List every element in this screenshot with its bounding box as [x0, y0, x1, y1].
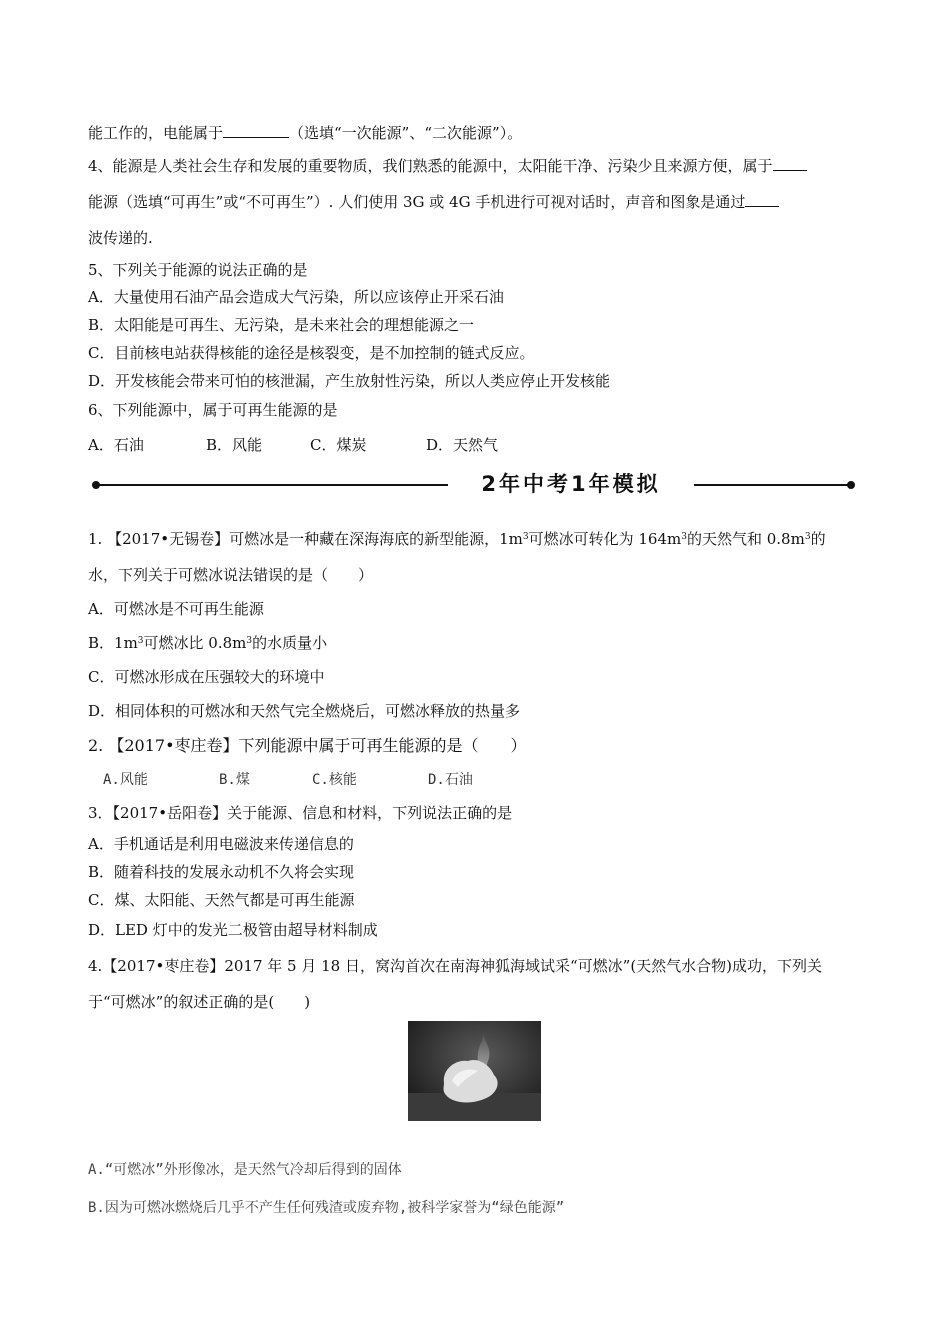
question-5-option-c: C．目前核电站获得核能的途径是核裂变，是不加控制的链式反应。 — [88, 344, 535, 362]
question-4-line-2 — [88, 192, 779, 212]
mock-question-3-option-b: B．随着科技的发展永动机不久将会实现 — [88, 863, 355, 881]
mock-question-1-option-a: A．可燃冰是不可再生能源 — [88, 600, 264, 618]
question-6-option-c: C．煤炭 — [310, 436, 367, 454]
burning-ice-photo — [408, 1021, 541, 1121]
text-line — [88, 123, 522, 143]
option-text: 的水质量小 — [252, 634, 328, 652]
question-4-line-1 — [88, 156, 807, 176]
section-title: 2年中考1年模拟 — [448, 468, 694, 500]
m1-text: 的天然气和 0.8m — [686, 530, 805, 548]
superscript: 3 — [804, 532, 811, 542]
mock-question-4-option-a: A.“可燃冰”外形像冰，是天然气冷却后得到的固体 — [88, 1162, 402, 1178]
m1-text: 的 — [810, 530, 826, 548]
mock-question-4-line-1: 4.【2017•枣庄卷】2017 年 5 月 18 日，窝沟首次在南海神狐海域试采“可燃冰”(天然气水合物)成功，下列关 — [88, 957, 823, 975]
q3-tail-hint: （选填“一次能源”、“二次能源”）。 — [289, 124, 523, 142]
question-5-option-b: B．太阳能是可再生、无污染，是未来社会的理想能源之一 — [88, 316, 475, 334]
m1-text: 可燃冰可转化为 164m — [528, 530, 682, 548]
mock-question-4-option-b: B.因为可燃冰燃烧后几乎不产生任何残渣或废弃物,被科学家誉为“绿色能源” — [88, 1200, 565, 1216]
question-6-option-b: B．风能 — [206, 436, 263, 454]
mock-question-2-option-a: A.风能 — [103, 772, 148, 788]
question-5-stem: 5、下列关于能源的说法正确的是 — [88, 261, 308, 279]
mock-question-2-stem: 2. 【2017•枣庄卷】下列能源中属于可再生能源的是（ ） — [88, 736, 527, 755]
mock-question-1-option-d: D．相同体积的可燃冰和天然气完全燃烧后，可燃冰释放的热量多 — [88, 702, 521, 720]
mock-question-4-line-2: 于“可燃冰”的叙述正确的是( ) — [88, 993, 311, 1011]
question-6-option-a: A．石油 — [88, 436, 144, 454]
q4-text: 能源（选填“可再生”或“不可再生”）. 人们使用 3G 或 4G 手机进行可视对话时，声音和图象是通过 — [88, 193, 746, 211]
banner-dot-right — [847, 481, 855, 489]
mock-question-3-option-a: A．手机通话是利用电磁波来传递信息的 — [88, 835, 354, 853]
answer-blank — [773, 156, 807, 171]
superscript: 3 — [246, 636, 253, 646]
banner-rule-right — [694, 484, 852, 486]
m1-text: 1. 【2017•无锡卷】可燃冰是一种藏在深海海底的新型能源，1m — [88, 530, 523, 548]
mock-question-3-option-d: D．LED 灯中的发光二极管由超导材料制成 — [88, 921, 378, 939]
section-banner — [92, 468, 858, 500]
answer-blank — [745, 192, 779, 207]
mock-question-1-option-c: C．可燃冰形成在压强较大的环境中 — [88, 668, 325, 686]
superscript: 3 — [137, 636, 144, 646]
question-5-option-d: D．开发核能会带来可怕的核泄漏，产生放射性污染，所以人类应停止开发核能 — [88, 372, 611, 390]
answer-blank — [223, 123, 289, 138]
q3-tail-text: 能工作的，电能属于 — [88, 124, 224, 142]
mock-question-1-option-b — [88, 633, 327, 653]
superscript: 3 — [522, 532, 529, 542]
mock-question-2-option-d: D.石油 — [428, 772, 473, 788]
mock-question-1-line-2: 水，下列关于可燃冰说法错误的是（ ） — [88, 566, 374, 584]
mock-question-1-line-1 — [88, 529, 826, 549]
question-4-line-3: 波传递的. — [88, 229, 153, 247]
option-text: B．1m — [88, 634, 138, 652]
mock-question-3-stem: 3．【2017•岳阳卷】关于能源、信息和材料，下列说法正确的是 — [88, 804, 513, 822]
mock-question-3-option-c: C．煤、太阳能、天然气都是可再生能源 — [88, 891, 355, 909]
q4-text: 4、能源是人类社会生存和发展的重要物质，我们熟悉的能源中，太阳能干净、污染少且来源方便，属于 — [88, 157, 773, 175]
superscript: 3 — [681, 532, 687, 542]
question-6-option-d: D．天然气 — [426, 436, 499, 454]
mock-question-2-option-b: B.煤 — [219, 772, 250, 788]
burning-ice-image — [408, 1021, 541, 1121]
question-6-stem: 6、下列能源中，属于可再生能源的是 — [88, 401, 338, 419]
mock-question-2-option-c: C.核能 — [312, 772, 357, 788]
banner-rule-left — [98, 484, 450, 486]
question-5-option-a: A．大量使用石油产品会造成大气污染，所以应该停止开采石油 — [88, 288, 504, 306]
option-text: 可燃冰比 0.8m — [143, 634, 247, 652]
